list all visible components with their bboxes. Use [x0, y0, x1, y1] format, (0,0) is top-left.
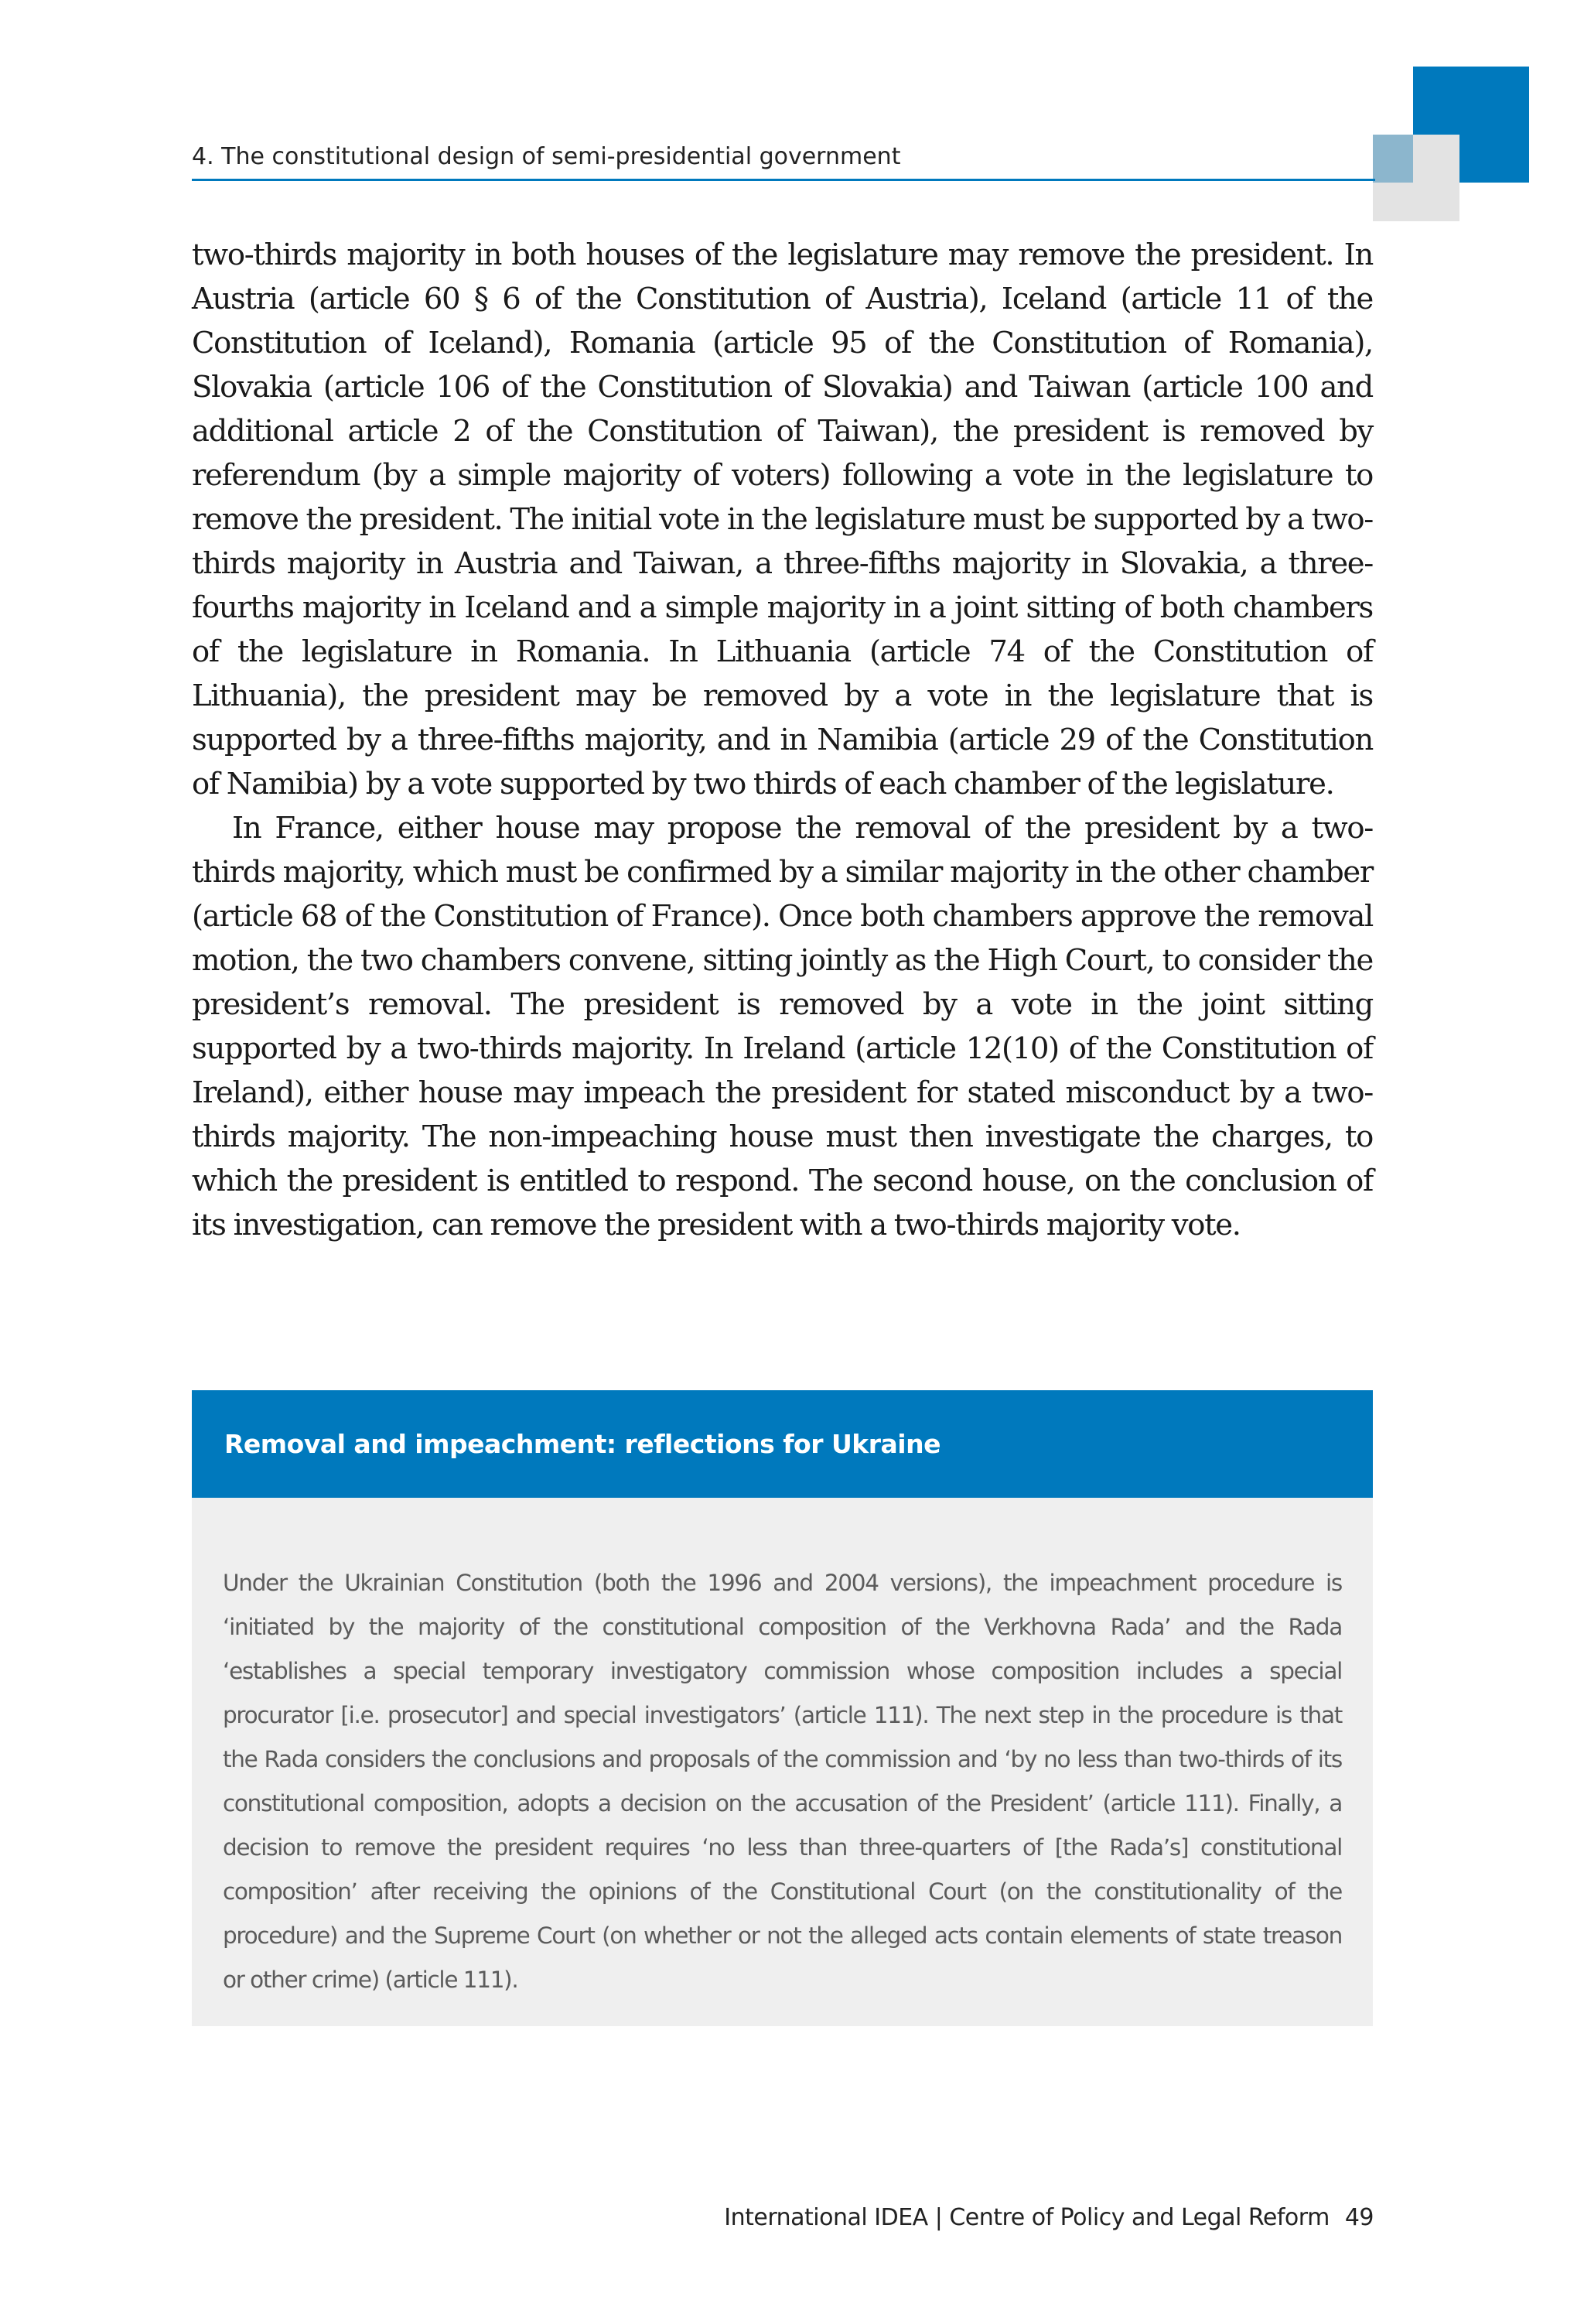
running-header: 4. The constitutional design of semi-presidential government: [192, 142, 1375, 181]
main-body: [192, 233, 1373, 1247]
body-paragraph-2: In France, either house may propose the removal of the president by a two-thirds majority, which must be confirmed by a similar majority in the other chamber (article 68 of the Constitution of France). Once both chambers approve the removal motion, the two chambers convene, sitting jointly as the High Court, to consider the president’s removal. The president is removed by a vote in the joint sitting supported by a two-thirds majority. In Ireland (article 12(10) of the Constitution of Ireland), either house may impeach the president for stated misconduct by a two-thirds majority. The non-impeaching house must then investigate the charges, to which the president is entitled to respond. The second house, on the conclusion of its investigation, can remove the president with a two-thirds majority vote.: [192, 811, 1373, 1242]
reflection-box-header: [192, 1390, 1373, 1498]
body-paragraph-1: two-thirds majority in both houses of the legislature may remove the president. In Austria (article 60 § 6 of the Constitution of Austria), Iceland (article 11 of the Constitution of Iceland), Romania (article 95 of the Constitution of Romania), Slovakia (article 106 of the Constitution of Slovakia) and Taiwan (article 100 and additional article 2 of the Constitution of Taiwan), the president is removed by referendum (by a simple majority of voters) following a vote in the legislature to remove the president. The initial vote in the legislature must be supported by a two-thirds majority in Austria and Taiwan, a three-fifths majority in Slovakia, a three-fourths majority in Iceland and a simple majority in a joint sitting of both chambers of the legislature in Romania. In Lithuania (article 74 of the Constitution of Lithuania), the president may be removed by a vote in the legislature that is supported by a three-fifths majority, and in Namibia (article 29 of the Constitution of Namibia) by a vote supported by two thirds of each chamber of the legislature.: [192, 238, 1373, 801]
page-footer: [724, 2201, 1374, 2235]
page-number: 49: [1344, 2204, 1374, 2231]
reflection-box-text: Under the Ukrainian Constitution (both the 1996 and 2004 versions), the impeachment procedure is ‘initiated by the majority of the constitutional composition of the Verkhovna Rada’ and the Rada ‘establishes a special temporary investigatory commission whose composition includes a special procurator [i.e. prosecutor] and special investigators’ (article 111). The next step in the procedure is that the Rada considers the conclusions and proposals of the commission and ‘by no less than two-thirds of its constitutional composition, adopts a decision on the accusation of the President’ (article 111). Finally, a decision to remove the president requires ‘no less than three-quarters of [the Rada’s] constitutional composition’ after receiving the opinions of the Constitutional Court (on the constitutionality of the procedure) and the Supreme Court (on whether or not the alleged acts contain elements of state treason or other crime) (article 111).: [223, 1570, 1342, 1993]
reflection-box-body: [192, 1498, 1373, 2026]
corner-decoration-overlap: [1373, 135, 1413, 183]
reflection-box-title: Removal and impeachment: reflections for Ukraine: [224, 1429, 940, 1459]
footer-publisher: International IDEA | Centre of Policy and Legal Reform: [724, 2204, 1330, 2231]
